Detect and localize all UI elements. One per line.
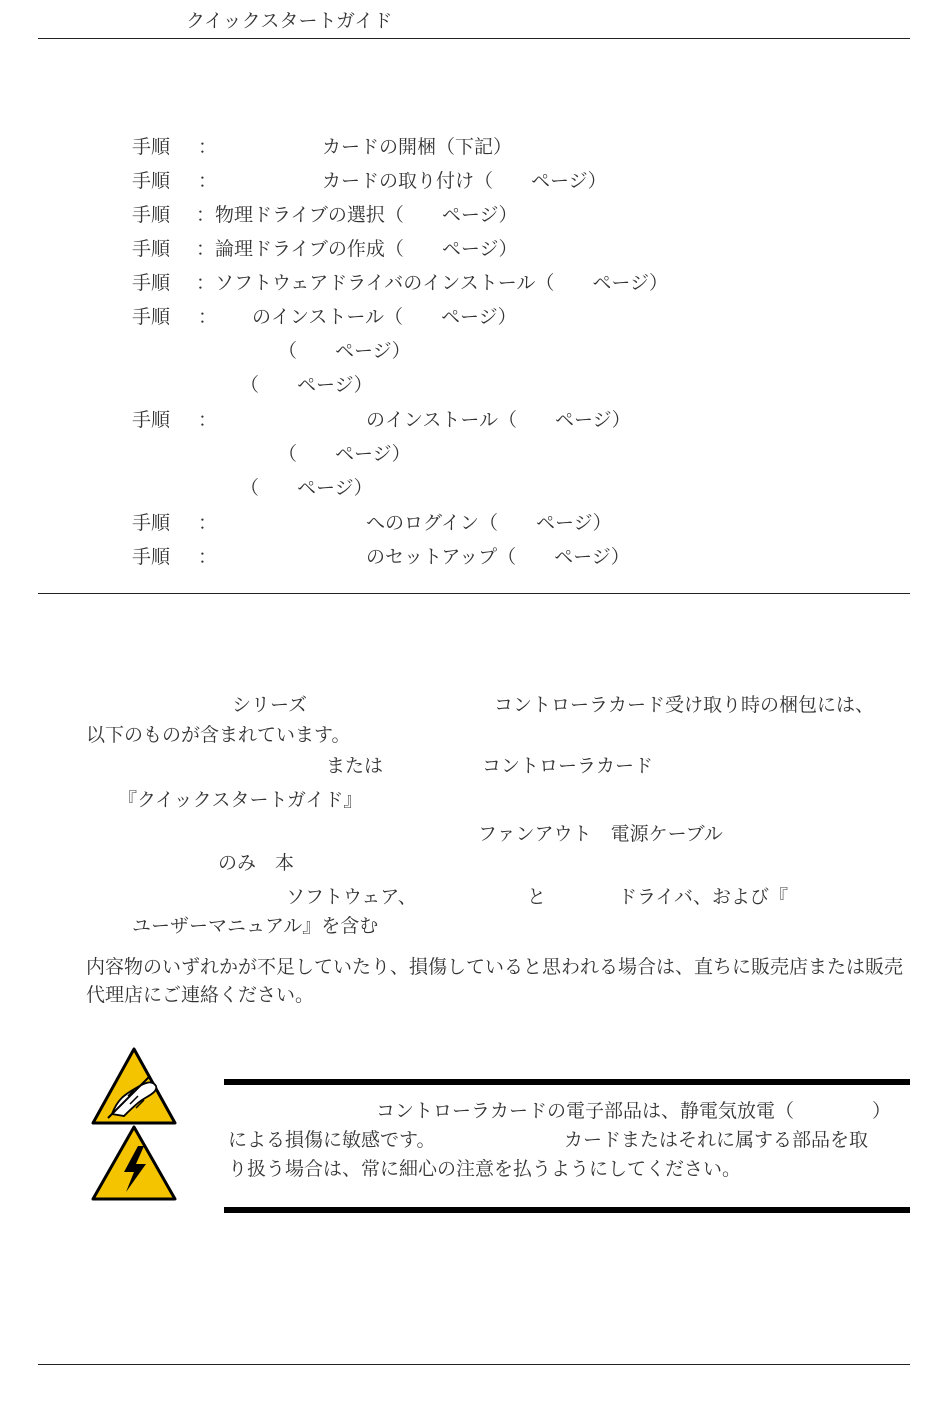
step-label: 手順	[132, 238, 171, 260]
step-separator: ：	[198, 136, 218, 158]
section-rule	[38, 593, 910, 594]
esd-warning-icon	[90, 1046, 178, 1126]
step-separator: ：	[198, 546, 218, 568]
caution-line-2-end: カードまたはそれに属する部品を取	[564, 1129, 869, 1151]
step-separator: ：	[198, 306, 218, 328]
package-item-4-manual: ユーザーマニュアル』を含む	[132, 915, 379, 937]
step-6-subitem: （ ページ）	[240, 374, 373, 396]
package-item-1: または	[326, 755, 384, 777]
caution-line-1: コントローラカードの電子部品は、静電気放電（	[376, 1100, 795, 1122]
package-item-1-card: コントローラカード	[482, 755, 654, 777]
step-label: 手順	[132, 272, 171, 294]
step-text: カードの開梱（下記）	[322, 136, 513, 158]
step-7-subitem: （ ページ）	[278, 443, 411, 465]
package-intro: コントローラカード受け取り時の梱包には、	[494, 694, 875, 716]
caution-bottom-bar	[224, 1207, 910, 1213]
missing-items-note: 内容物のいずれかが不足していたり、損傷していると思われる場合は、直ちに販売店または販売代理店にご連絡ください。	[86, 956, 904, 1006]
step-separator: ：	[198, 170, 218, 192]
step-text: へのログイン（ ページ）	[366, 512, 612, 534]
package-item-3: ファンアウト 電源ケーブル	[478, 823, 723, 845]
step-text: ：論理ドライブの作成（ ページ）	[196, 238, 518, 260]
package-item-2: 『クイックスタートガイド』	[118, 789, 363, 811]
step-text: のインストール（ ページ）	[366, 409, 631, 431]
step-label: 手順	[132, 204, 171, 226]
step-label: 手順	[132, 546, 171, 568]
step-label: 手順	[132, 170, 171, 192]
package-intro-cont: 以下のものが含まれています。	[86, 724, 351, 746]
step-text: のセットアップ（ ページ）	[366, 546, 630, 568]
caution-top-bar	[224, 1079, 910, 1085]
header-title: クイックスタートガイド	[186, 10, 393, 32]
electrical-hazard-icon	[90, 1124, 178, 1202]
step-separator: ：	[198, 512, 218, 534]
step-label: 手順	[132, 409, 171, 431]
step-text: のインストール（ ページ）	[252, 306, 517, 328]
step-6-subitem: （ ページ）	[278, 340, 411, 362]
caution-line-3: り扱う場合は、常に細心の注意を払うようにしてください。	[228, 1158, 742, 1180]
caution-line-2: による損傷に敏感です。	[228, 1129, 436, 1151]
step-7-subitem: （ ページ）	[240, 477, 373, 499]
step-separator: ：	[198, 409, 218, 431]
footer-rule	[38, 1364, 910, 1365]
step-label: 手順	[132, 512, 171, 534]
series-label: シリーズ	[232, 694, 308, 716]
step-label: 手順	[132, 136, 171, 158]
step-text: カードの取り付け（ ページ）	[322, 170, 607, 192]
step-text: ：ソフトウェアドライバのインストール（ ページ）	[196, 272, 668, 294]
package-item-3-qty: のみ 本	[218, 852, 295, 874]
caution-line-1-end: ）	[872, 1100, 892, 1122]
package-item-4: ソフトウェア、	[286, 886, 417, 908]
step-label: 手順	[132, 306, 171, 328]
package-item-4-and: と	[527, 886, 547, 908]
package-item-4-driver: ドライバ、および『	[618, 886, 789, 908]
step-text: ：物理ドライブの選択（ ページ）	[196, 204, 518, 226]
header-rule	[38, 38, 910, 39]
